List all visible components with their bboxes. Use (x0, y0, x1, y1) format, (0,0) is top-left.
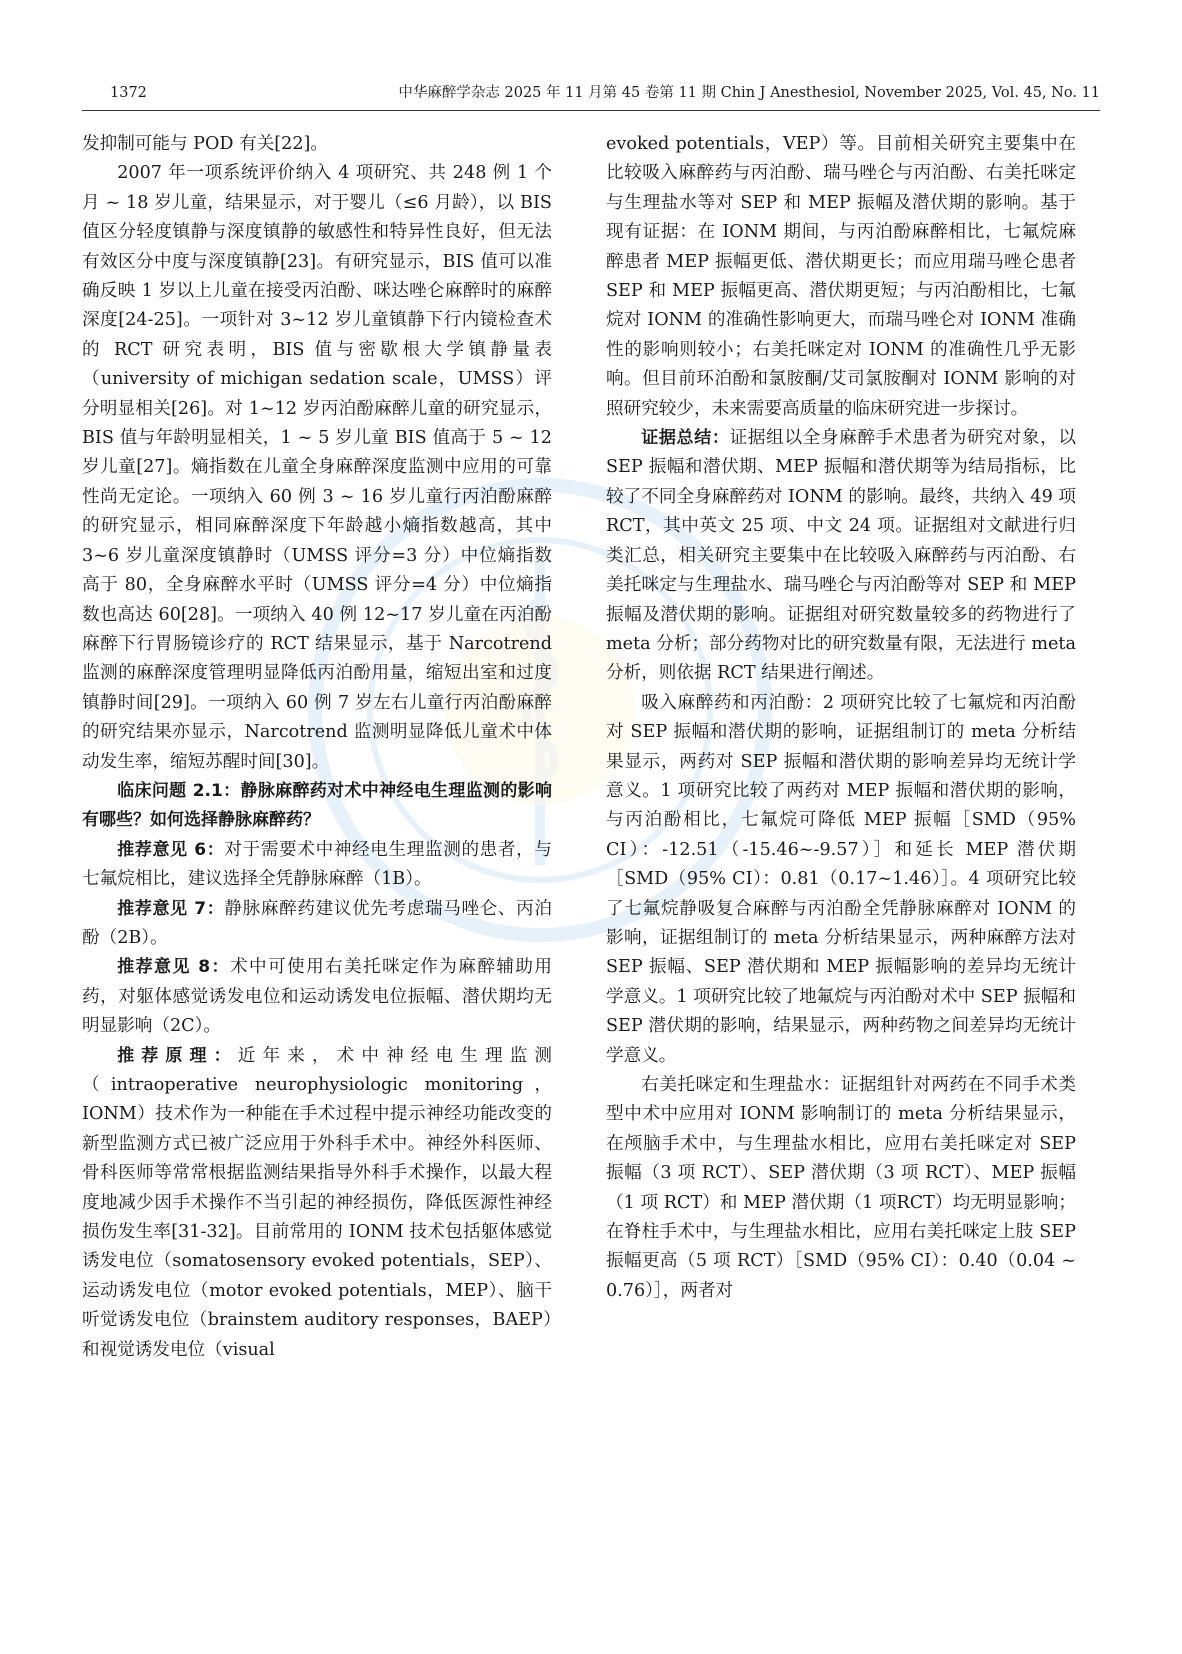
page-number: 1372 (110, 85, 147, 101)
right-column (606, 130, 1076, 1306)
recommendation-text: 静脉麻醉药建议优先考虑瑞马唑仑、丙泊酚（2B）。 (82, 898, 552, 948)
clinical-question-text: 静脉麻醉药对术中神经电生理监测的影响有哪些？如何选择静脉麻醉药？ (82, 780, 552, 831)
clinical-question-label: 临床问题 2.1： (117, 780, 241, 801)
recommendation (82, 895, 552, 954)
paragraph-inhaled-vs-propofol: 吸入麻醉药和丙泊酚：2 项研究比较了七氟烷和丙泊酚对 SEP 振幅和潜伏期的影响，证据组制订的 meta 分析结果显示，两药对 SEP 振幅和潜伏期的影响差异均无统计学意义。1 项研究比较了两药对 MEP 振幅和潜伏期的影响，与丙泊酚相比，七氟烷可降低 MEP 振幅［SMD（95% CI）：-12.51（-15.46~-9.57）］和延长 MEP 潜伏期［SMD（95% CI）：0.81（0.17~1.46）］。4 项研究比较了七氟烷静吸复合麻醉与丙泊酚全凭静脉麻醉对 IONM 的影响，证据组制订的 meta 分析结果显示，两种麻醉方法对 SEP 振幅、SEP 潜伏期和 MEP 振幅影响的差异均无统计学意义。1 项研究比较了地氟烷与丙泊酚对术中 SEP 振幅和 SEP 潜伏期的影响，结果显示，两种药物之间差异均无统计学意义。 (606, 692, 1076, 1066)
paragraph: evoked potentials，VEP）等。目前相关研究主要集中在比较吸入麻醉药与丙泊酚、瑞马唑仑与丙泊酚、右美托咪定与生理盐水等对 SEP 和 MEP 振幅及潜伏期的影响。基于现有证据：在 IONM 期间，与丙泊酚麻醉相比，七氟烷麻醉患者 MEP 振幅更低、潜伏期更长；而应用瑞马唑仑患者 SEP 和 MEP 振幅更高、潜伏期更短；与丙泊酚相比，七氟烷对 IONM 的准确性影响更大，而瑞马唑仑对 IONM 准确性的影响则较小；右美托咪定对 IONM 的准确性几乎无影响。但目前环泊酚和氯胺酮/艾司氯胺酮对 IONM 影响的对照研究较少，未来需要高质量的临床研究进一步探讨。 (606, 134, 1076, 419)
recommendation-text: 对于需要术中神经电生理监测的患者，与七氟烷相比，建议选择全凭静脉麻醉（1B）。 (82, 839, 552, 890)
recommendation-label: 推荐意见 6： (117, 839, 225, 860)
rationale-text: 近年来，术中神经电生理监测（intraoperative neurophysiologic monitoring，IONM）技术作为一种能在手术过程中提示神经功能改变的新型监测方式已被广泛应用于外科手术中。神经外科医师、骨科医师等常常根据监测结果指导外科手术操作，以最大程度地减少因手术操作不当引起的神经损伤，降低医源性神经损伤发生率[31-32]。目前常用的 IONM 技术包括躯体感觉诱发电位（somatosensory evoked potentials，SEP）、运动诱发电位（motor evoked potentials，MEP）、脑干听觉诱发电位（brainstem auditory responses，BAEP）和视觉诱发电位（visual (82, 1045, 552, 1360)
running-header (82, 80, 1100, 106)
evidence-summary (606, 424, 1076, 689)
recommendation-label: 推荐意见 7： (117, 898, 225, 919)
evidence-summary-text: 证据组以全身麻醉手术患者为研究对象，以 SEP 振幅和潜伏期、MEP 振幅和潜伏期等为结局指标，比较了不同全身麻醉药对 IONM 的影响。最终，共纳入 49 项 RCT，其中英文 25 项、中文 24 项。证据组对文献进行归类汇总，相关研究主要集中在比较吸入麻醉药与丙泊酚、右美托咪定与生理盐水、瑞马唑仑与丙泊酚等对 SEP 和 MEP 振幅及潜伏期的影响。证据组对研究数量较多的药物进行了 meta 分析；部分药物对比的研究数量有限，无法进行 meta 分析，则依据 RCT 结果进行阐述。 (606, 428, 1076, 684)
left-column (82, 130, 552, 1365)
rationale-label: 推荐原理： (117, 1045, 238, 1066)
recommendation-label: 推荐意见 8： (117, 957, 230, 978)
recommendation (82, 836, 552, 895)
recommendation-text: 术中可使用右美托咪定作为麻醉辅助用药，对躯体感觉诱发电位和运动诱发电位振幅、潜伏期均无明显影响（2C）。 (82, 957, 552, 1037)
recommendation (82, 953, 552, 1041)
clinical-question (82, 777, 552, 836)
evidence-summary-label: 证据总结： (641, 428, 730, 449)
paragraph: 发抑制可能与 POD 有关[22]。 (82, 134, 329, 154)
rationale (82, 1042, 552, 1365)
paragraph: 2007 年一项系统评价纳入 4 项研究、共 248 例 1 个月 ~ 18 岁儿童，结果显示，对于婴儿（≤6 月龄），以 BIS 值区分轻度镇静与深度镇静的敏感性和特异性良好，但无法有效区分中度与深度镇静[23]。有研究显示，BIS 值可以准确反映 1 岁以上儿童在接受丙泊酚、咪达唑仑麻醉时的麻醉深度[24-25]。一项针对 3~12 岁儿童镇静下行内镜检查术的 RCT 研究表明，BIS 值与密歇根大学镇静量表（university of michigan sedation scale，UMSS）评分明显相关[26]。对 1~12 岁丙泊酚麻醉儿童的研究显示，BIS 值与年龄明显相关，1 ~ 5 岁儿童 BIS 值高于 5 ~ 12 岁儿童[27]。熵指数在儿童全身麻醉深度监测中应用的可靠性尚无定论。一项纳入 60 例 3 ~ 16 岁儿童行丙泊酚麻醉的研究显示，相同麻醉深度下年龄越小熵指数越高，其中 3~6 岁儿童深度镇静时（UMSS 评分=3 分）中位熵指数高于 80，全身麻醉水平时（UMSS 评分=4 分）中位熵指数也高达 60[28]。一项纳入 40 例 12~17 岁儿童在丙泊酚麻醉下行胃肠镜诊疗的 RCT 结果显示，基于 Narcotrend 监测的麻醉深度管理明显降低丙泊酚用量，缩短出室和过度镇静时间[29]。一项纳入 60 例 7 岁左右儿童行丙泊酚麻醉的研究结果亦显示，Narcotrend 监测明显降低儿童术中体动发生率，缩短苏醒时间[30]。 (82, 163, 552, 772)
journal-info: 中华麻醉学杂志 2025 年 11 月第 45 卷第 11 期 Chin J Anesthesiol, November 2025, Vol. 45, No. 11 (398, 85, 1100, 101)
header-rule (82, 110, 1100, 111)
paragraph-dexmedetomidine-vs-saline: 右美托咪定和生理盐水：证据组针对两药在不同手术类型中术中应用对 IONM 影响制订的 meta 分析结果显示，在颅脑手术中，与生理盐水相比，应用右美托咪定对 SEP 振幅（3 项 RCT）、SEP 潜伏期（3 项 RCT）、MEP 振幅（1 项 RCT）和 MEP 潜伏期（1 项RCT）均无明显影响；在脊柱手术中，与生理盐水相比，应用右美托咪定上肢 SEP 振幅更高（5 项 RCT）［SMD（95% CI）：0.40（0.04 ~ 0.76）］，两者对 (606, 1075, 1076, 1301)
